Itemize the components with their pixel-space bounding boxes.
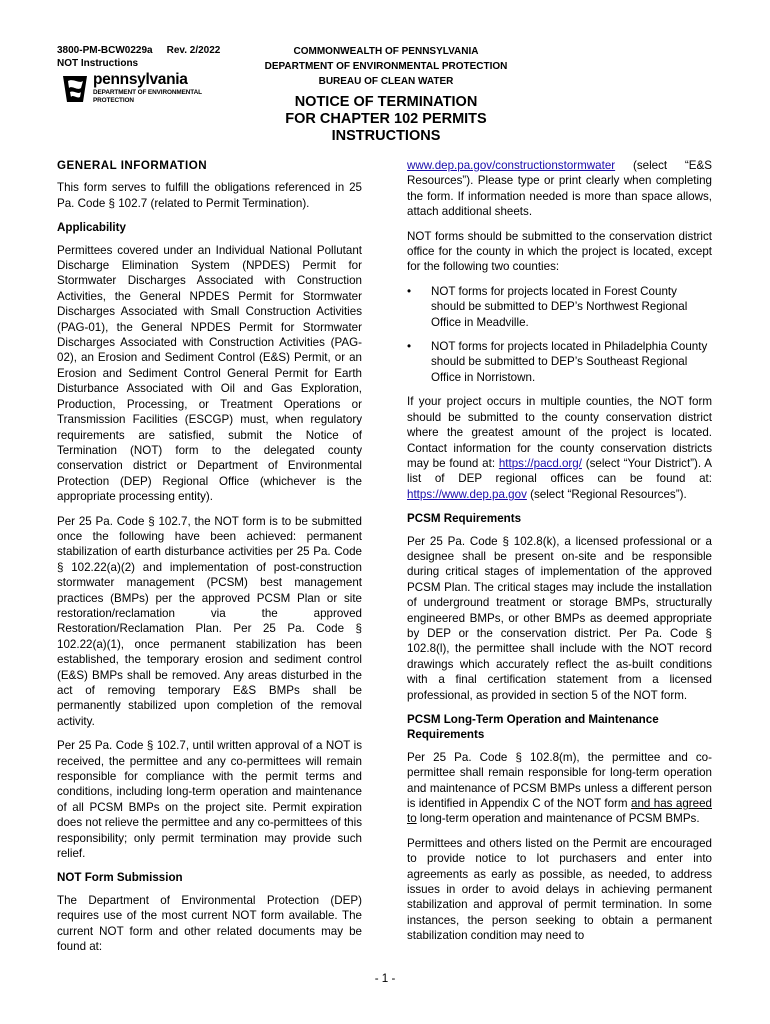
logo-department — [93, 89, 202, 104]
bullet-icon: • — [407, 284, 412, 298]
pcsm-requirements-text: Per 25 Pa. Code § 102.8(k), a licensed professional or a designee shall be present on-site and be responsible during critical stages of implementation of the approved PCSM Plan. The critical stages may include the installation of underground treatment or storage BMPs, structurally engineered BMPs, or other BMPs as deemed appropriate by DEP or the conservation district. Per Pa. Code § 102.8(l), the permittee shall include with the NOT record drawings which accurately reflect the as-built conditions with a final certification statement from a licensed professional, as provided in section 5 of the NOT form. — [407, 534, 712, 702]
pcsm-ltom-text-end: long-term operation and maintenance of PCSM BMPs. — [416, 812, 700, 826]
not-form-submission-heading: NOT Form Submission — [57, 871, 183, 885]
lot-purchasers-paragraph: Permittees and others listed on the Permit are encouraged to provide notice to lot purchasers and enter into agreements as early as possible, as needed, to address issues in order to avoid delays in achieving permanent stabilization and approval of permit termination. In some instances, the person seeking to obtain a permanent stabilization condition may need to — [407, 836, 712, 943]
pacd-link[interactable]: https://pacd.org/ — [498, 456, 582, 470]
form-id-line — [57, 44, 220, 57]
requirements-paragraph: Per 25 Pa. Code § 102.7, the NOT form is to be submitted once the following have been achieved: permanent stabilization of earth disturbance activities per 25 Pa. Code § 102.22(a)(2) and implementation of post-construction stormwater management (PCSM) best management practices (BMPs) per the approved PCSM Plan or site restoration/reclamation via the approved Restoration/Reclamation Plan. Per 25 Pa. Code § 102.22(a)(1), once permanent stabilization has been established, the temporary erosion and sediment control (E&S) BMPs shall be removed. Any areas disturbed in the act of removing temporary E&S BMPs shall be permanently stabilized upon completion of the removal activity. — [57, 514, 362, 728]
submission-location-paragraph: NOT forms should be submitted to the conservation district office for the county in which the project is located, except for the following two counties: — [407, 229, 712, 274]
stormwater-link[interactable]: www.dep.pa.gov/constructionstormwater — [407, 159, 616, 172]
multiple-counties-text: If your project occurs in multiple counties, the NOT form should be submitted to the county conservation district where the greatest amount of the project is located. Contact information for the county conservation districts may be found at: — [407, 395, 712, 470]
keystone-icon — [59, 72, 91, 106]
bullet-text-forest-county: NOT forms for projects located in Forest County should be submitted to DEP’s Northwest Regional Office in Meadville. — [431, 284, 688, 329]
form-location-paragraph — [407, 158, 712, 220]
form-id: 3800-PM-BCW0229a — [57, 45, 153, 56]
list-item — [407, 284, 712, 330]
multiple-counties-paragraph — [407, 394, 712, 502]
list-item — [407, 339, 712, 385]
document-title — [200, 94, 572, 145]
not-form-submission-text: The Department of Environmental Protection (DEP) requires use of the most current NOT form available. The current NOT form and other related documents may be found at: — [57, 893, 362, 954]
applicability-text: Permittees covered under an Individual National Pollutant Discharge Elimination System (NPDES) Permit for Stormwater Discharges Associated with Construction Activities, the General NPDES Permit for Stormwater Discharges Associated with Small Construction Activities (PAG-01), the General NPDES Permit for Stormwater Discharges Associated with Construction Activities (PAG-02), an Erosion and Sediment Control (E&S) Permit, or an Erosion and Sediment Control General Permit for Earth Disturbance Associated with Oil and Gas Exploration, Production, Processing, or Treatment Operations or Transmission Facilities (ESCGP) must, when regulatory requirements are satisfied, submit the Notice of Termination (NOT) form to the delegated county conservation district or Department of Environmental Protection (DEP) Regional Office (whichever is the appropriate processing entity). — [57, 243, 362, 504]
bullet-text-philadelphia-county: NOT forms for projects located in Philadelphia County should be submitted to DEP’s Southeast Regional Office in Norristown. — [431, 340, 708, 384]
underlined-agreed-text: and has agreed to — [407, 797, 712, 826]
right-column — [407, 158, 712, 953]
county-exceptions-list — [407, 284, 712, 385]
doc-type: NOT Instructions — [57, 58, 139, 69]
left-column — [57, 158, 362, 964]
bullet-icon: • — [407, 340, 412, 354]
pcsm-ltom-text: Per 25 Pa. Code § 102.8(m), the permittee and co-permittee shall remain responsible for long-term operation and maintenance of PCSM BMPs unless a different person is identified in Appendix C of the NOT form — [407, 750, 712, 811]
title-line2: FOR CHAPTER 102 PERMITS — [285, 111, 487, 127]
general-information-heading: GENERAL INFORMATION — [57, 159, 208, 172]
agency-line-commonwealth: COMMONWEALTH OF PENNSYLVANIA — [293, 46, 479, 57]
logo-wordmark: pennsylvania — [93, 71, 188, 88]
pcsm-ltom-paragraph — [407, 750, 712, 827]
form-header-left — [57, 44, 220, 70]
title-line3: INSTRUCTIONS — [331, 128, 441, 144]
form-location-text: (select “E&S Resources”). Please type or print clearly when completing the form. If information needed is more than space allows, attach additional sheets. — [407, 159, 712, 219]
applicability-heading: Applicability — [57, 221, 126, 235]
pcsm-ltom-heading: PCSM Long-Term Operation and Maintenance Requirements — [407, 713, 659, 742]
pcsm-requirements-heading: PCSM Requirements — [407, 512, 522, 526]
agency-header — [200, 44, 572, 89]
form-revision: Rev. 2/2022 — [166, 45, 221, 56]
regional-offices-text: (select “Your District”). A list of DEP regional offices can be found at: — [407, 456, 712, 486]
regional-resources-text: (select “Regional Resources”). — [526, 487, 687, 501]
logo-dept-line1: DEPARTMENT OF ENVIRONMENTAL — [93, 89, 202, 96]
agency-line-department: DEPARTMENT OF ENVIRONMENTAL PROTECTION — [264, 61, 508, 72]
general-information-text: This form serves to fulfill the obligations referenced in 25 Pa. Code § 102.7 (related to Permit Termination). — [57, 181, 362, 210]
responsibility-paragraph: Per 25 Pa. Code § 102.7, until written approval of a NOT is received, the permittee and any co-permittees will remain responsible for compliance with the permit terms and conditions, including long-term operation and maintenance of all PCSM BMPs on the project site. Permit expiration does not relieve the permittee and any co-permittees of this responsibility; only permit termination may provide such relief. — [57, 739, 362, 861]
title-line1: NOTICE OF TERMINATION — [294, 94, 478, 110]
logo-dept-line2: PROTECTION — [93, 96, 134, 104]
dep-link[interactable]: https://www.dep.pa.gov — [407, 487, 527, 501]
page-number: - 1 - — [374, 972, 396, 985]
agency-line-bureau: BUREAU OF CLEAN WATER — [318, 76, 454, 87]
